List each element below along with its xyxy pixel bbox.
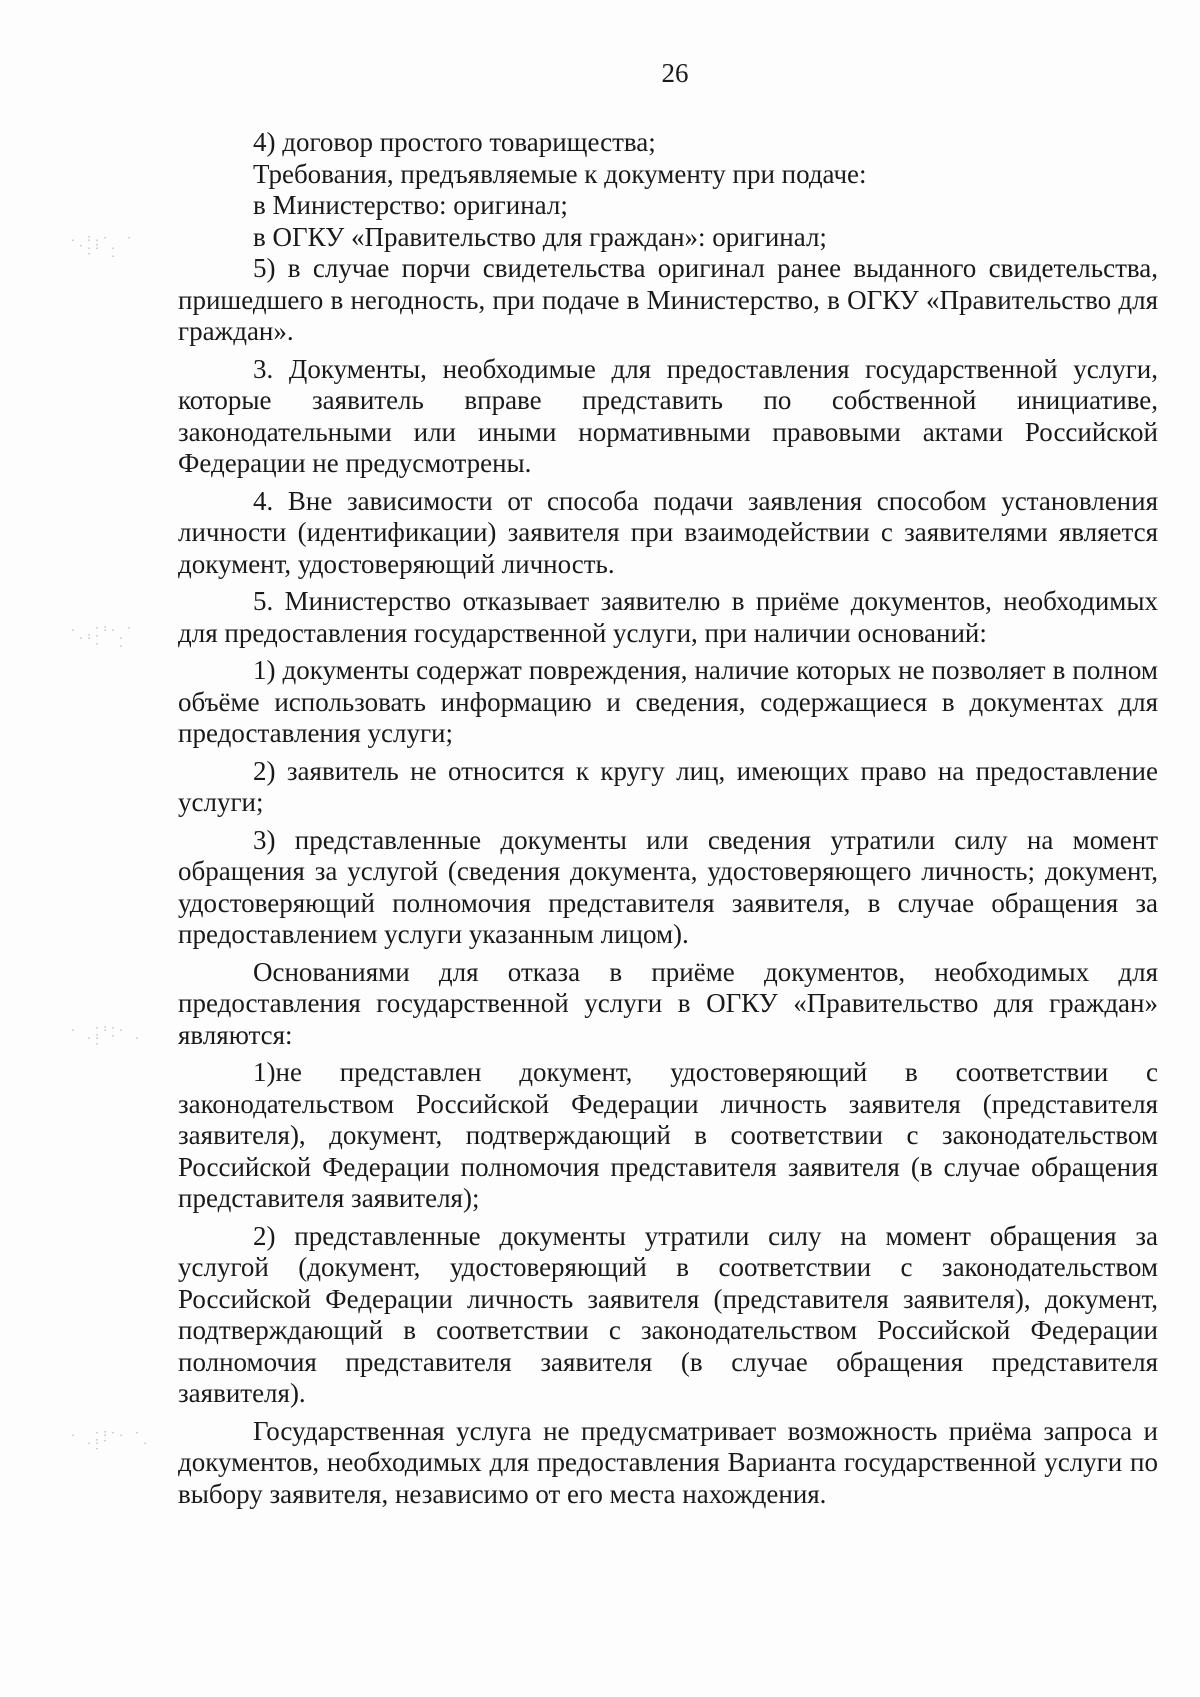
scan-speck-2: . ·:. · .:· . · . <box>70 623 135 650</box>
paragraph-ogku-reason-1: 1)не представлен документ, удостоверяющий в соответствии с законодательством Российской Федерации личность заявителя (представителя заявителя), документ, подтверждающий в соответствии с законодательством Российской Федерации полномочия представителя заявителя (в случае обращения представителя заявителя); <box>178 1057 1158 1213</box>
paragraph-item-5: 5) в случае порчи свидетельства оригинал ранее выданного свидетельства, пришедшего в негодность, при подаче в Министерство, в ОГКУ «Правительство для граждан». <box>178 253 1158 346</box>
paragraph-section-4: 4. Вне зависимости от способа подачи заявления способом установления личности (идентификации) заявителя при взаимодействии с заявителями является документ, удостоверяющий личность. <box>178 485 1158 579</box>
paragraph-section-3: 3. Документы, необходимые для предоставления государственной услуги, которые заявитель вправе представить по собственной инициативе, законодательными или иными нормативными правовыми актами Российской Федерации не предусмотрены. <box>178 353 1158 478</box>
paragraph-section-5: 5. Министерство отказывает заявителю в приёме документов, необходимых для предоставления государственной услуги, при наличии оснований: <box>178 586 1158 648</box>
paragraph-ogku-grounds: Основаниями для отказа в приёме документов, необходимых для предоставления государственной услуги в ОГКУ «Правительство для граждан» являются: <box>178 956 1158 1050</box>
paragraph-requirements: Требования, предъявляемые к документу при подаче: <box>253 158 867 189</box>
paragraph-reason-1: 1) документы содержат повреждения, наличие которых не позволяет в полном объёме использовать информацию и сведения, содержащиеся в документах для предоставления услуги; <box>178 655 1158 748</box>
scan-speck-4: . ·:·. · .:· . · <box>70 1428 151 1455</box>
paragraph-ministry-original: в Министерство: оригинал; <box>253 190 568 220</box>
paragraph-ogku-original: в ОГКУ «Правительство для граждан»: оригинал; <box>253 221 827 252</box>
scan-speck-3: . ·:·. .: · . · <box>70 1023 143 1050</box>
paragraph-item-4: 4) договор простого товарищества; <box>253 127 656 157</box>
paragraph-reason-3: 3) представленные документы или сведения утратили силу на момент обращения за услугой (сведения документа, удостоверяющего личность; документ, удостоверяющий полномочия представителя заявителя, в случае обращения за предоставлением услуги указанным лицом). <box>178 824 1158 949</box>
document-body <box>178 127 1158 1510</box>
scan-speck-1: . :.· · ·.: . · . <box>70 233 135 260</box>
paragraph-ogku-reason-2: 2) представленные документы утратили силу на момент обращения за услугой (документ, удостоверяющий в соответствии с законодательством Российской Федерации личность заявителя (представителя заявителя), документ, подтверждающий в соответствии с законодательством Российской Федерации полномочия представителя заявителя (в случае обращения представителя заявителя). <box>178 1220 1158 1408</box>
paragraph-reason-2: 2) заявитель не относится к кругу лиц, имеющих право на предоставление услуги; <box>178 755 1158 817</box>
page-number: 26 <box>661 58 689 88</box>
paragraph-closing: Государственная услуга не предусматривает возможность приёма запроса и документов, необходимых для предоставления Варианта государственной услуги по выбору заявителя, независимо от его места нахождения. <box>178 1415 1158 1509</box>
